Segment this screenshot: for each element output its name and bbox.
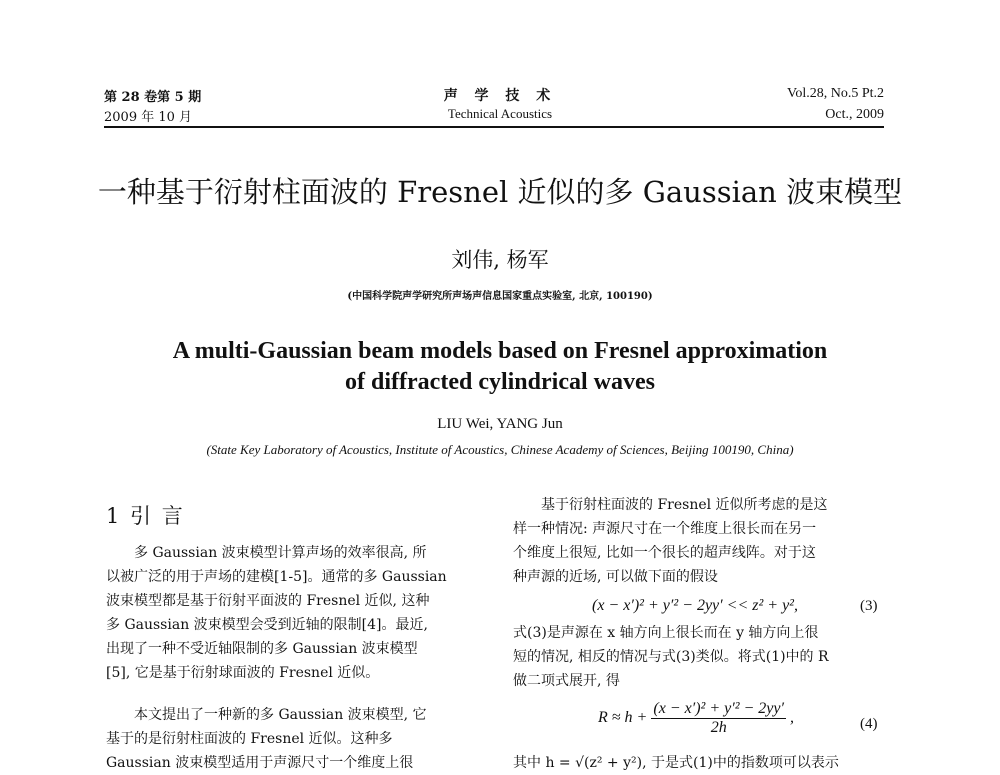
text-line: 短的情况, 相反的情况与式(3)类似。将式(1)中的 R	[513, 649, 829, 665]
equation-4-number: (4)	[860, 716, 878, 732]
equation-4	[598, 700, 794, 737]
text-line: 样一种情况: 声源尺寸在一个维度上很长而在另一	[513, 521, 817, 537]
equation-4-fraction	[651, 700, 786, 737]
journal-name-cn: 声 学 技 术	[443, 88, 557, 104]
text-line: Gaussian 波束模型适用于声源尺寸一个维度上很	[106, 755, 414, 771]
authors-cn: 刘伟, 杨军	[451, 248, 549, 272]
header-date-en: Oct., 2009	[825, 107, 884, 122]
text-line: 多 Gaussian 波束模型计算声场的效率很高, 所	[134, 545, 427, 561]
header-date-cn: 2009 年 10 月	[104, 110, 193, 125]
equation-4-denominator: 2h	[710, 719, 727, 736]
equation-4-tail: ,	[790, 709, 795, 727]
text-line: 做二项式展开, 得	[513, 673, 620, 689]
text-line: 本文提出了一种新的多 Gaussian 波束模型, 它	[134, 707, 427, 723]
equation-4-numerator: (x − x′)² + y′² − 2yy′	[653, 700, 785, 717]
text-line: 多 Gaussian 波束模型会受到近轴的限制[4]。最近,	[106, 617, 428, 633]
equation-3-number: (3)	[860, 598, 878, 614]
text-line: 基于的是衍射柱面波的 Fresnel 近似。这种多	[106, 731, 393, 747]
affiliation-cn: (中国科学院声学研究所声场声信息国家重点实验室, 北京, 100190)	[347, 291, 653, 302]
right-paragraph-2	[513, 621, 891, 693]
text-line: 波束模型都是基于衍射平面波的 Fresnel 近似, 这种	[106, 593, 430, 609]
intro-paragraph-2	[106, 703, 484, 775]
text-line: 出现了一种不受近轴限制的多 Gaussian 波束模型	[106, 641, 418, 657]
text-line: 个维度上很短, 比如一个很长的超声线阵。对于这	[513, 545, 816, 561]
section-heading-introduction: 1 引 言	[106, 504, 185, 528]
equation-3: (x − x′)² + y′² − 2yy′ << z² + y²,	[592, 597, 798, 614]
text-line: 以被广泛的用于声场的建模[1-5]。通常的多 Gaussian	[106, 569, 447, 585]
text-line: [5], 它是基于衍射球面波的 Fresnel 近似。	[106, 665, 380, 681]
equation-4-lhs: R ≈ h +	[598, 709, 648, 727]
intro-paragraph-1	[106, 541, 484, 685]
text-line: 种声源的近场, 可以做下面的假设	[513, 569, 718, 585]
right-cut-line: 其中 h = √(z² + y²), 于是式(1)中的指数项可以表示	[513, 755, 839, 771]
affiliation-en: (State Key Laboratory of Acoustics, Institute of Acoustics, Chinese Academy of Sciences, Beijing 100190, China)	[206, 442, 794, 457]
header-volume-en: Vol.28, No.5 Pt.2	[787, 86, 884, 101]
text-line: 基于衍射柱面波的 Fresnel 近似所考虑的是这	[541, 497, 828, 513]
journal-name-en: Technical Acoustics	[447, 106, 553, 121]
text-line: 式(3)是声源在 x 轴方向上很长而在 y 轴方向上很	[513, 625, 819, 641]
authors-en: LIU Wei, YANG Jun	[437, 416, 563, 432]
header-volume-cn: 第 28 卷第 5 期	[104, 90, 202, 105]
paper-title-cn: 一种基于衍射柱面波的 Fresnel 近似的多 Gaussian 波束模型	[97, 175, 903, 209]
paper-title-en-line1: A multi-Gaussian beam models based on Fresnel approximation	[172, 338, 828, 364]
paper-title-en-line2: of diffracted cylindrical waves	[345, 369, 655, 395]
right-paragraph-1	[513, 493, 891, 589]
header-rule	[104, 126, 884, 128]
